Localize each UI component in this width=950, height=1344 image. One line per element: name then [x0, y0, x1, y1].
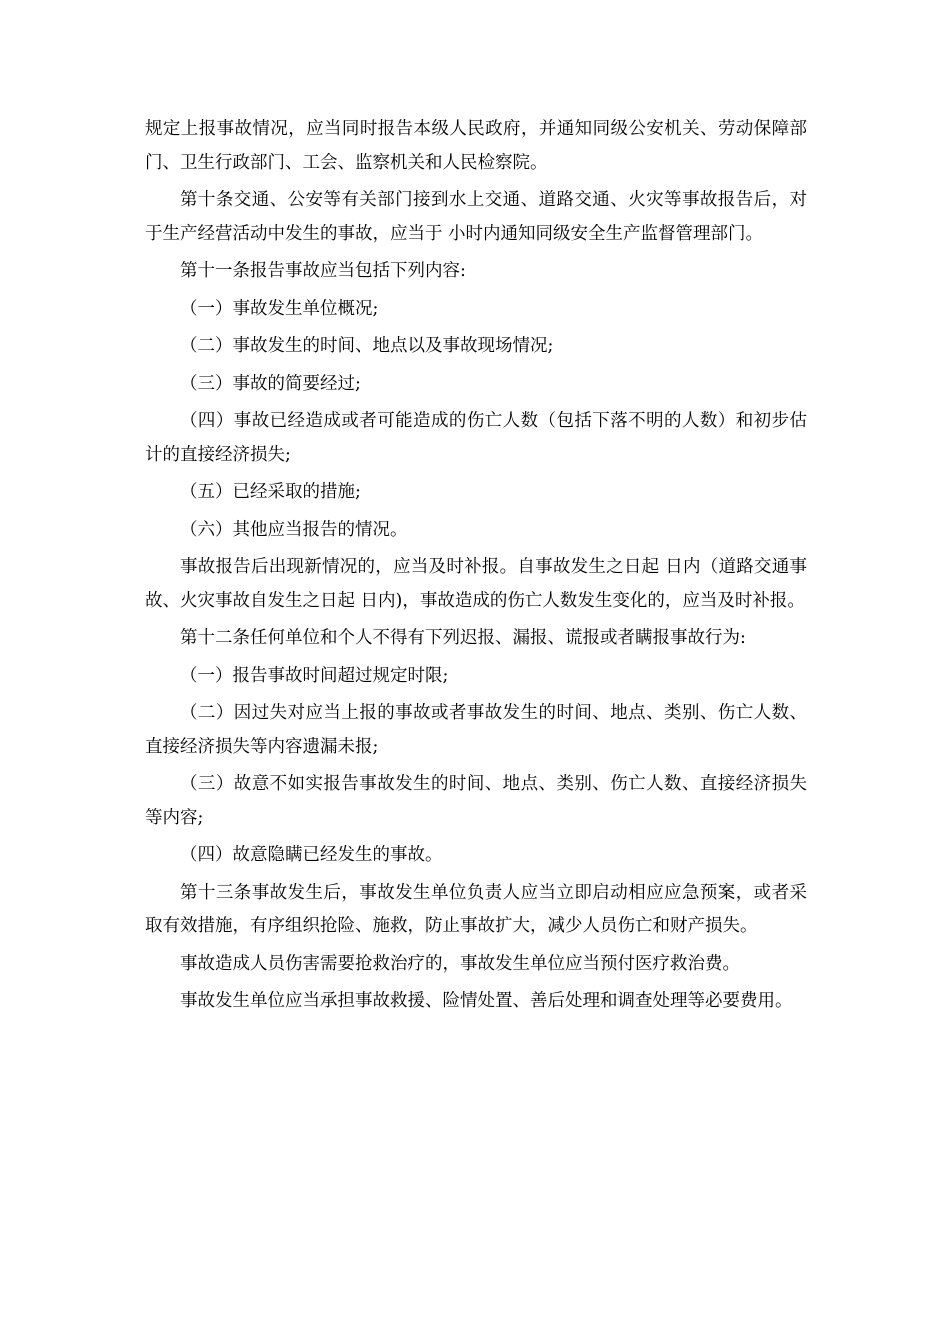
list-item: （四）故意隐瞒已经发生的事故。 [180, 845, 443, 865]
list-item: （四）事故已经造成或者可能造成的伤亡人数（包括下落不明的人数）和初步估计的直接经济损失; [145, 411, 807, 465]
list-item: （二）因过失对应当上报的事故或者事故发生的时间、地点、类别、伤亡人数、直接经济损失等内容遗漏未报; [145, 703, 807, 757]
list-item: （三）事故的简要经过; [180, 373, 361, 394]
paragraph: 事故报告后出现新情况的，应当及时补报。自事故发生之日起 日内（道路交通事故、火灾事故自发生之日起 日内)，事故造成的伤亡人数发生变化的，应当及时补报。 [145, 557, 807, 611]
paragraph: 第十一条报告事故应当包括下列内容: [180, 261, 466, 281]
paragraph: 事故造成人员伤害需要抢救治疗的，事故发生单位应当预付医疗救治费。 [180, 953, 740, 974]
paragraph: 第十条交通、公安等有关部门接到水上交通、道路交通、火灾等事故报告后，对于生产经营活动中发生的事故，应当于 小时内通知同级安全生产监督管理部门。 [145, 190, 807, 244]
paragraph: 第十三条事故发生后，事故发生单位负责人应当立即启动相应应急预案，或者采取有效措施，有序组织抢险、施救，防止事故扩大，减少人员伤亡和财产损失。 [145, 882, 807, 936]
document-page [145, 113, 807, 1023]
list-item: （六）其他应当报告的情况。 [180, 519, 408, 540]
paragraph: 规定上报事故情况，应当同时报告本级人民政府，并通知同级公安机关、劳动保障部门、卫生行政部门、工会、监察机关和人民检察院。 [145, 119, 807, 173]
paragraph: 第十二条任何单位和个人不得有下列迟报、漏报、谎报或者瞒报事故行为: [180, 628, 746, 648]
list-item: （五）已经采取的措施; [180, 482, 361, 502]
list-item: （一）报告事故时间超过规定时限; [180, 665, 449, 686]
paragraph: 事故发生单位应当承担事故救援、险情处置、善后处理和调查处理等必要费用。 [180, 991, 793, 1011]
list-item: （一）事故发生单位概况; [180, 298, 379, 319]
list-item: （三）故意不如实报告事故发生的时间、地点、类别、伤亡人数、直接经济损失等内容; [145, 774, 807, 828]
list-item: （二）事故发生的时间、地点以及事故现场情况; [180, 336, 554, 356]
